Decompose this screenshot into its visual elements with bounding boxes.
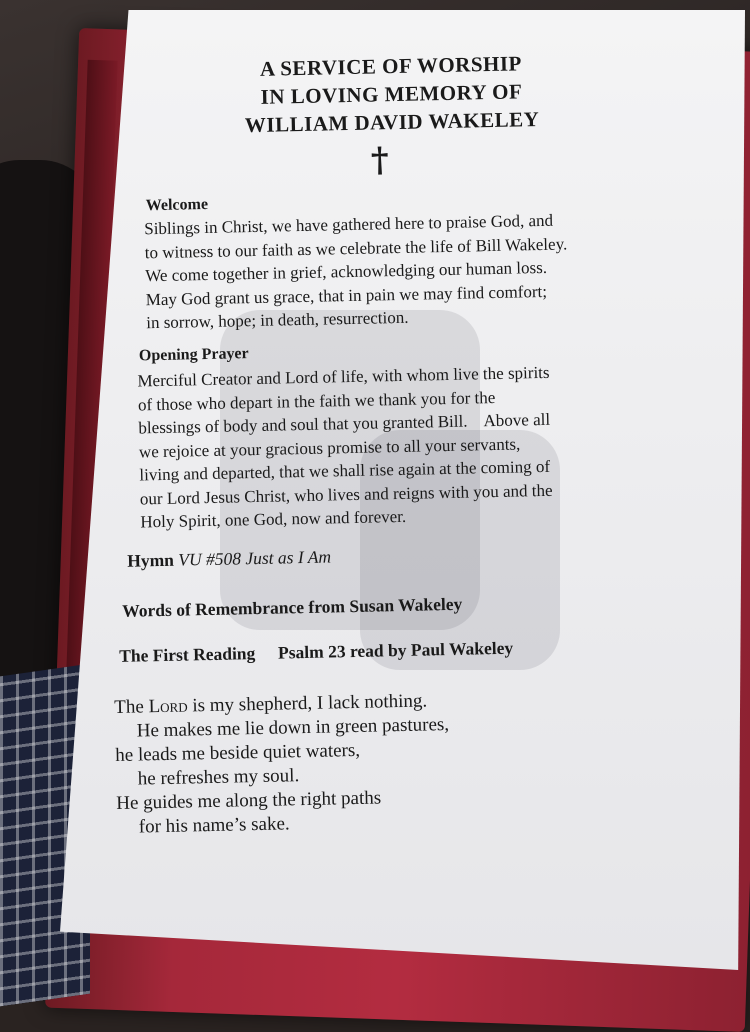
opening-prayer-heading: Opening Prayer — [138, 345, 249, 365]
cross-icon: † — [370, 140, 390, 181]
prayer-line: our Lord Jesus Christ, who lives and reigns with you and the — [139, 480, 553, 508]
first-reading-entry — [119, 638, 513, 667]
lord-smallcaps: Lord — [148, 695, 188, 718]
first-reading-label: The First Reading — [118, 643, 256, 666]
psalm-line: he refreshes my soul. — [137, 765, 300, 790]
welcome-line: Siblings in Christ, we have gathered here to praise God, and — [144, 210, 554, 239]
title-line-1: A SERVICE OF WORSHIP — [259, 51, 523, 81]
welcome-line: May God grant us grace, that in pain we may find comfort; — [145, 281, 548, 309]
welcome-heading: Welcome — [145, 195, 209, 215]
welcome-line: to witness to our faith as we celebrate the life of Bill Wakeley. — [144, 233, 568, 262]
first-reading-detail: Psalm 23 read by Paul Wakeley — [277, 637, 514, 663]
hymn-entry — [127, 546, 331, 571]
hymn-label: Hymn — [127, 549, 175, 571]
psalm-line: He guides me along the right paths — [116, 787, 382, 815]
psalm-line-1-post: is my shepherd, I lack nothing. — [187, 690, 428, 717]
psalm-line: for his name’s sake. — [138, 813, 290, 838]
remembrance-entry: Words of Remembrance from Susan Wakeley — [122, 593, 463, 621]
welcome-line: We come together in grief, acknowledging our human loss. — [145, 257, 548, 286]
welcome-text — [144, 206, 666, 334]
prayer-line: we rejoice at your gracious promise to all your servants, — [138, 433, 521, 461]
psalm-23-text — [114, 689, 451, 840]
hymn-detail: VU #508 Just as I Am — [178, 546, 332, 570]
title-line-3: WILLIAM DAVID WAKELEY — [244, 107, 540, 138]
opening-prayer-text — [137, 358, 670, 534]
psalm-line: He makes me lie down in green pastures, — [136, 714, 450, 742]
psalm-line-1-pre: The — [114, 696, 149, 719]
prayer-line: living and departed, that we shall rise again at the coming of — [139, 456, 551, 485]
prayer-line: of those who depart in the faith we thank you for the — [137, 387, 496, 414]
welcome-line: in sorrow, hope; in death, resurrection. — [146, 307, 409, 333]
service-title — [211, 48, 573, 140]
psalm-line: he leads me beside quiet waters, — [115, 739, 361, 767]
prayer-line: Holy Spirit, one God, now and forever. — [140, 506, 407, 532]
title-line-2: IN LOVING MEMORY OF — [260, 79, 523, 109]
prayer-line: blessings of body and soul that you granted Bill. Above all — [138, 409, 551, 438]
prayer-line: Merciful Creator and Lord of life, with whom live the spirits — [137, 362, 550, 391]
